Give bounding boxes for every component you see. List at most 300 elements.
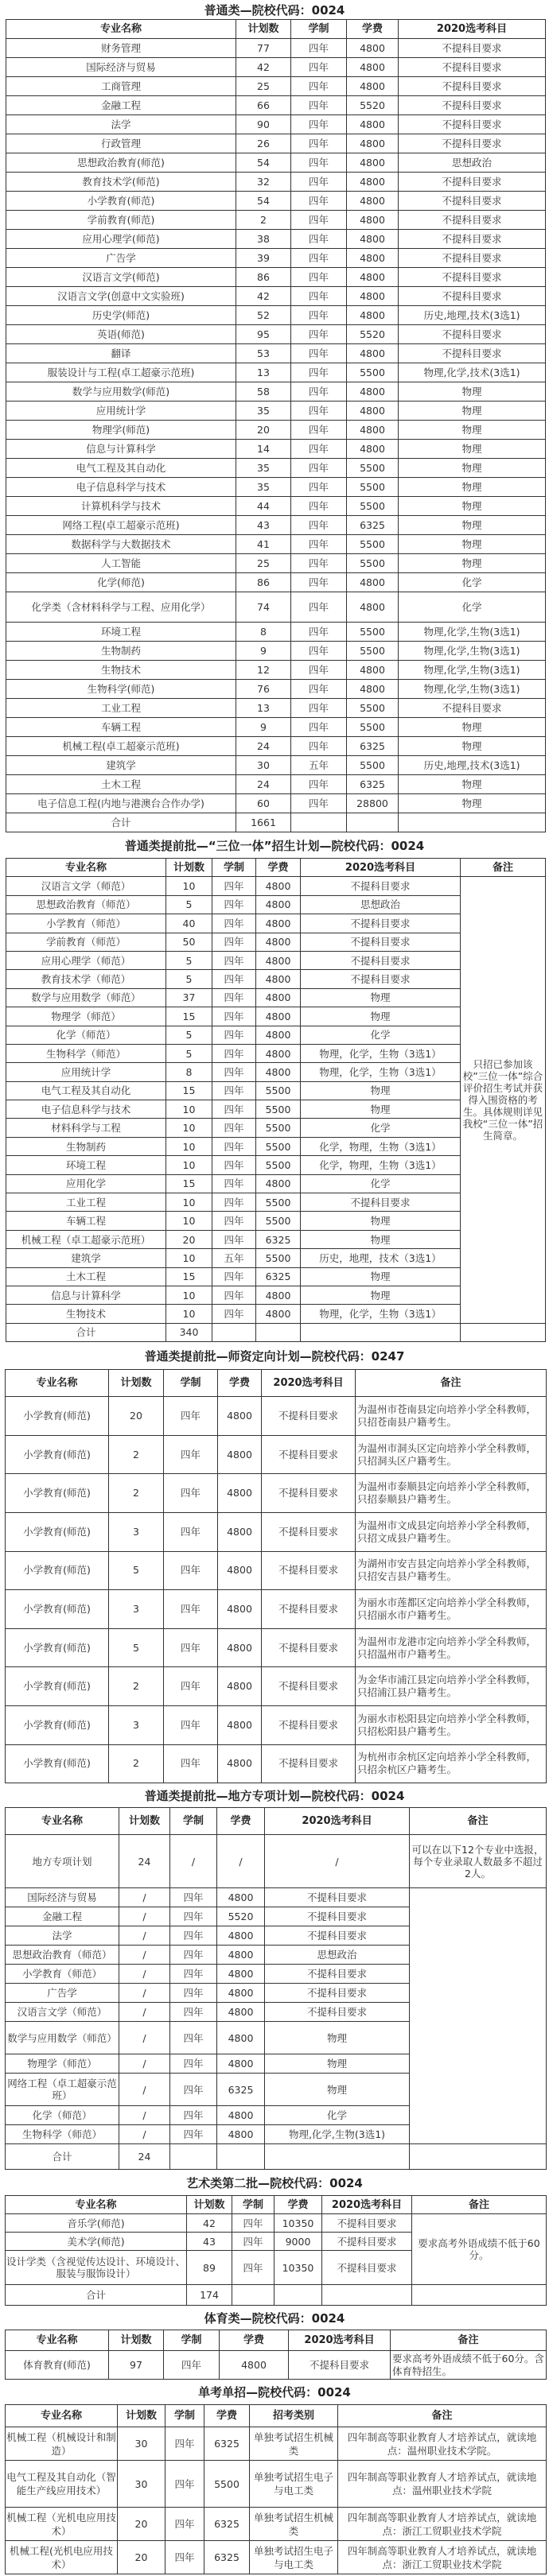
cell-tuition: 5500 [347, 756, 399, 775]
cell-duration: 四年 [291, 775, 347, 794]
cell-tuition: 4800 [347, 344, 399, 363]
cell-subjects: 不提科目要求 [265, 1926, 410, 1946]
cell-duration: 四年 [170, 1965, 217, 1984]
cell-duration: 四年 [170, 2074, 217, 2106]
cell-tuition: 4800 [256, 970, 301, 988]
table-row [6, 478, 546, 497]
cell-notes: 四年制高等职业教育人才培养试点，就读地点：温州职业技术学院 [338, 2461, 547, 2508]
empty-cell [170, 2144, 217, 2170]
cell-plan: 2 [109, 1744, 164, 1783]
cell-subjects: 不提科目要求 [301, 951, 461, 969]
total-row [6, 813, 546, 832]
cell-tuition: 4800 [220, 2351, 289, 2380]
cell-major: 数学与应用数学(师范) [6, 382, 236, 402]
cell-duration: 四年 [170, 2106, 217, 2125]
cell-plan: 13 [236, 699, 291, 718]
cell-subjects: 不提科目要求 [399, 77, 546, 96]
table-row [6, 718, 546, 737]
cell-subjects: 不提科目要求 [399, 325, 546, 344]
cell-subjects: 历史,地理,技术(3选1) [399, 306, 546, 325]
cell-major: 应用心理学（师范） [6, 951, 166, 969]
cell-duration: 四年 [291, 306, 347, 325]
cell-tuition: 4800 [256, 951, 301, 969]
table-row [6, 1888, 547, 1907]
cell-major: 电子信息科学与技术 [6, 478, 236, 497]
cell-plan: / [119, 2074, 170, 2106]
cell-notes: 为温州市苍南县定向培养小学全科教师，只招苍南县户籍考生。 [356, 1397, 547, 1436]
cell-subjects: 化学，物理，生物（3选1） [301, 1156, 461, 1174]
notes-cell: 只招已参加该校”三位一体”综合评价招生考试并获得入围资格的考生。具体规则详见我校“三位一体”招生简章。 [461, 877, 546, 1323]
table-row [6, 535, 546, 554]
cell-tuition: 4800 [347, 287, 399, 306]
cell-duration: 四年 [291, 680, 347, 699]
cell-tuition: 6325 [256, 1267, 301, 1286]
cell-duration: 四年 [212, 1230, 256, 1248]
table-row [6, 382, 546, 402]
cell-subjects: 物理 [399, 794, 546, 813]
cell-tuition: 5500 [347, 363, 399, 382]
table-row [6, 642, 546, 661]
cell-subjects: 不提科目要求 [399, 173, 546, 192]
header-plan: 计划数 [166, 859, 212, 877]
table-row [6, 173, 546, 192]
header-tuition: 学费 [217, 1808, 265, 1835]
cell-subjects: 物理,化学,生物(3选1) [265, 2125, 410, 2144]
cell-major: 广告学 [6, 1984, 119, 2003]
cell-subjects: 物理，化学，生物（3选1） [301, 1044, 461, 1062]
cell-plan: 10 [166, 1249, 212, 1267]
cell-duration: 四年 [165, 2508, 204, 2541]
cell-duration: 四年 [164, 1667, 218, 1706]
cell-tuition: 4800 [217, 1965, 265, 1984]
cell-duration: 四年 [291, 115, 347, 134]
cell-plan: 9 [236, 642, 291, 661]
cell-subjects: 物理 [301, 1007, 461, 1026]
cell-duration: 四年 [212, 1286, 256, 1304]
header-duration: 学制 [170, 1808, 217, 1835]
cell-plan: 10 [166, 1212, 212, 1230]
cell-major: 汉语言文学（师范） [6, 2003, 119, 2022]
cell-tuition: 4800 [347, 153, 399, 173]
cell-major: 小学教育(师范) [6, 1474, 109, 1513]
cell-plan: 5 [166, 1044, 212, 1062]
cell-subjects: 物理,化学,生物(3选1) [399, 623, 546, 642]
cell-plan: 20 [118, 2508, 165, 2541]
header-tuition: 学费 [204, 2405, 250, 2427]
cell-duration: 四年 [291, 573, 347, 592]
cell-plan: 54 [236, 153, 291, 173]
table-header-row [6, 859, 546, 877]
cell-major: 建筑学 [6, 756, 236, 775]
total-label: 合计 [6, 1323, 166, 1341]
cell-plan: 35 [236, 459, 291, 478]
table-row [6, 2214, 547, 2233]
cell-duration: 四年 [170, 2022, 217, 2054]
notes-cell-empty [410, 1888, 547, 2144]
cell-duration: 四年 [165, 2541, 204, 2574]
header-major: 专业名称 [6, 20, 236, 39]
cell-subjects: 物理 [399, 382, 546, 402]
table-row [6, 1512, 547, 1551]
cell-duration: 四年 [164, 1397, 218, 1436]
cell-tuition: 4800 [347, 230, 399, 249]
cell-plan: 2 [109, 1667, 164, 1706]
header-notes: 备注 [338, 2405, 547, 2427]
cell-major: 物理学（师范） [6, 2054, 119, 2074]
cell-tuition: 4800 [256, 1044, 301, 1062]
cell-plan: 2 [236, 211, 291, 230]
cell-subjects: 不提科目要求 [399, 115, 546, 134]
cell-tuition: 4800 [217, 2003, 265, 2022]
cell-plan: / [119, 2003, 170, 2022]
cell-notes: 为杭州市余杭区定向培养小学全科教师，只招余杭区户籍考生。 [356, 1744, 547, 1783]
empty-cell [212, 1323, 256, 1341]
cell-duration: 四年 [212, 1081, 256, 1100]
cell-subjects: 物理,化学,技术(3选1) [399, 363, 546, 382]
cell-plan: 5 [166, 895, 212, 914]
cell-tuition: 4800 [347, 268, 399, 287]
table-row [6, 2427, 547, 2461]
cell-tuition: 5500 [347, 623, 399, 642]
cell-duration: 四年 [291, 794, 347, 813]
table-row [6, 756, 546, 775]
table-row [6, 516, 546, 535]
cell-tuition: 4800 [218, 1628, 262, 1667]
cell-major: 生物制药 [6, 1137, 166, 1155]
cell-major: 机械工程(卓工超豪示范班) [6, 737, 236, 756]
cell-subjects: / [265, 1835, 410, 1888]
header-subjects: 2020选考科目 [289, 2330, 391, 2351]
table-row [6, 1628, 547, 1667]
cell-tuition: 5500 [347, 497, 399, 516]
cell-subjects: 物理 [301, 1267, 461, 1286]
cell-major: 小学教育(师范) [6, 1744, 109, 1783]
cell-subjects: 不提科目要求 [262, 1667, 356, 1706]
cell-major: 服装设计与工程(卓工超豪示范班) [6, 363, 236, 382]
cell-major: 计算机科学与技术 [6, 497, 236, 516]
cell-plan: / [119, 2106, 170, 2125]
cell-plan: 35 [236, 402, 291, 421]
section-title-teacher-directed: 普通类提前批—师资定向计划—院校代码：0247 [144, 1349, 405, 1364]
cell-major: 法学 [6, 1926, 119, 1946]
cell-notes: 要求高考外语成绩不低于60分。含体育特招生。 [391, 2351, 547, 2380]
table-row [6, 58, 546, 77]
cell-major: 音乐学(师范) [6, 2214, 187, 2233]
cell-duration: 四年 [170, 1888, 217, 1907]
table-header-row [6, 2405, 547, 2427]
cell-duration: 四年 [291, 153, 347, 173]
table-row [6, 592, 546, 623]
cell-major: 物理学(师范) [6, 421, 236, 440]
cell-subjects: 物理，化学，生物（3选1） [301, 1305, 461, 1323]
cell-subjects: 不提科目要求 [399, 211, 546, 230]
cell-notes: 为丽水市莲都区定向培养小学全科教师，只招丽水市户籍考生。 [356, 1590, 547, 1629]
cell-subjects: 不提科目要求 [265, 1984, 410, 2003]
header-duration: 学制 [164, 2330, 220, 2351]
cell-subjects: 物理 [399, 535, 546, 554]
section-title-three-in-one: 普通类提前批—“三位一体”招生计划—院校代码：0024 [124, 839, 425, 853]
cell-duration: 四年 [291, 268, 347, 287]
cell-tuition: 4800 [218, 1590, 262, 1629]
cell-subjects: 物理 [399, 421, 546, 440]
cell-subjects: 不提科目要求 [265, 1907, 410, 1926]
table-row [6, 1474, 547, 1513]
cell-tuition: 4800 [347, 573, 399, 592]
cell-subjects: 不提科目要求 [322, 2233, 412, 2251]
cell-major: 体育教育(师范) [6, 2351, 109, 2380]
cell-duration: 四年 [291, 211, 347, 230]
cell-tuition: 6325 [217, 2074, 265, 2106]
cell-plan: 10 [166, 1156, 212, 1174]
cell-plan: 8 [166, 1063, 212, 1081]
cell-tuition: 6325 [347, 775, 399, 794]
cell-subjects: 不提科目要求 [262, 1474, 356, 1513]
cell-duration: 四年 [164, 1551, 218, 1590]
header-major: 专业名称 [6, 1808, 119, 1835]
cell-tuition: 4800 [217, 2022, 265, 2054]
cell-duration: 四年 [291, 478, 347, 497]
cell-subjects: 不提科目要求 [265, 2003, 410, 2022]
cell-major: 思想政治教育（师范） [6, 895, 166, 914]
total-value: 24 [119, 2144, 170, 2170]
cell-tuition: 4800 [347, 306, 399, 325]
cell-tuition: 5500 [256, 1193, 301, 1212]
table-row [6, 1551, 547, 1590]
cell-plan: 76 [236, 680, 291, 699]
table-row [6, 661, 546, 680]
header-plan: 计划数 [109, 2330, 164, 2351]
cell-major: 汉语言文学(师范) [6, 268, 236, 287]
cell-plan: 20 [109, 1397, 164, 1436]
cell-tuition: 4800 [218, 1512, 262, 1551]
cell-plan: / [119, 2125, 170, 2144]
cell-subjects: 物理，化学，生物（3选1） [301, 1063, 461, 1081]
header-major: 专业名称 [6, 1370, 109, 1397]
cell-duration: 四年 [170, 1984, 217, 2003]
header-subjects: 2020选考科目 [322, 2196, 412, 2214]
cell-plan: 15 [166, 1007, 212, 1026]
cell-major: 金融工程 [6, 96, 236, 115]
cell-subjects: 单独考试招生机械类 [250, 2427, 338, 2461]
cell-major: 机械工程（机械设计和制造） [6, 2427, 118, 2461]
header-major: 专业名称 [6, 2330, 109, 2351]
cell-duration: 四年 [212, 1119, 256, 1137]
cell-major: 国际经济与贸易 [6, 58, 236, 77]
cell-plan: 14 [236, 440, 291, 459]
cell-tuition: 4800 [347, 58, 399, 77]
cell-duration: 四年 [212, 1174, 256, 1193]
cell-subjects: 物理 [265, 2022, 410, 2054]
cell-plan: 15 [166, 1174, 212, 1193]
table-row [6, 680, 546, 699]
table-row [6, 573, 546, 592]
cell-subjects: 不提科目要求 [262, 1551, 356, 1590]
header-notes: 备注 [412, 2196, 547, 2214]
cell-plan: 5 [109, 1551, 164, 1590]
cell-tuition: 4800 [256, 877, 301, 895]
cell-subjects: 物理,化学,生物(3选1) [399, 642, 546, 661]
cell-tuition: 5500 [256, 1081, 301, 1100]
table-header-row [6, 20, 546, 39]
cell-subjects: 不提科目要求 [262, 1590, 356, 1629]
cell-major: 应用心理学(师范) [6, 230, 236, 249]
cell-duration: 四年 [164, 1590, 218, 1629]
cell-plan: 43 [187, 2233, 232, 2251]
cell-major: 信息与计算科学 [6, 1286, 166, 1304]
cell-subjects: 物理 [399, 440, 546, 459]
cell-subjects: 不提科目要求 [399, 58, 546, 77]
table-row [6, 699, 546, 718]
cell-duration: 四年 [291, 535, 347, 554]
cell-tuition: 5500 [347, 478, 399, 497]
header-tuition: 学费 [218, 1370, 262, 1397]
cell-major: 机械工程（光机电应用技术） [6, 2508, 118, 2541]
cell-major: 设计学类（含视觉传达设计、环境设计、服装与服饰设计） [6, 2251, 187, 2285]
cell-major: 生物技术 [6, 661, 236, 680]
cell-duration: 四年 [212, 970, 256, 988]
cell-duration: 四年 [164, 1705, 218, 1744]
header-plan: 计划数 [109, 1370, 164, 1397]
cell-major: 翻译 [6, 344, 236, 363]
cell-duration: 四年 [291, 382, 347, 402]
cell-duration: 四年 [212, 1305, 256, 1323]
header-tuition: 学费 [274, 2196, 322, 2214]
cell-duration: 四年 [212, 1044, 256, 1062]
cell-plan: / [119, 1984, 170, 2003]
cell-major: 电子信息工程(内地与港澳台合作办学) [6, 794, 236, 813]
cell-tuition: 4800 [256, 1063, 301, 1081]
cell-subjects: 物理 [399, 775, 546, 794]
cell-duration: 四年 [212, 1212, 256, 1230]
cell-subjects: 不提科目要求 [262, 1512, 356, 1551]
cell-plan: 10 [166, 1305, 212, 1323]
cell-subjects: 化学 [301, 1026, 461, 1044]
cell-major: 土木工程 [6, 775, 236, 794]
cell-tuition: 5500 [347, 459, 399, 478]
cell-major: 化学（师范） [6, 1026, 166, 1044]
cell-duration: / [170, 1835, 217, 1888]
cell-subjects: 不提科目要求 [265, 1888, 410, 1907]
empty-cell [322, 2285, 412, 2306]
cell-plan: 25 [236, 77, 291, 96]
cell-duration: 四年 [212, 1007, 256, 1026]
cell-notes: 为温州市泰顺县定向培养小学全科教师，只招泰顺县户籍考生。 [356, 1474, 547, 1513]
cell-tuition: 4800 [256, 1026, 301, 1044]
cell-plan: / [119, 1946, 170, 1965]
cell-plan: 95 [236, 325, 291, 344]
cell-duration: 四年 [291, 718, 347, 737]
cell-duration: 四年 [291, 554, 347, 573]
header-duration: 学制 [212, 859, 256, 877]
cell-subjects: 化学 [301, 1174, 461, 1193]
cell-subjects: 思想政治 [399, 153, 546, 173]
cell-tuition: 4800 [347, 77, 399, 96]
cell-tuition: 4800 [217, 1946, 265, 1965]
cell-plan: 15 [166, 1267, 212, 1286]
header-plan: 计划数 [119, 1808, 170, 1835]
cell-notes: 为温州市洞头区定向培养小学全科教师，只招洞头区户籍考生。 [356, 1435, 547, 1474]
cell-subjects: 不提科目要求 [301, 933, 461, 951]
table-art [5, 2195, 547, 2306]
cell-tuition: 5500 [347, 699, 399, 718]
cell-tuition: 5500 [347, 554, 399, 573]
cell-duration: 四年 [232, 2233, 274, 2251]
cell-tuition: 4800 [256, 1286, 301, 1304]
cell-subjects: 不提科目要求 [301, 877, 461, 895]
cell-duration: 四年 [291, 421, 347, 440]
cell-duration: 四年 [170, 1946, 217, 1965]
cell-tuition: 4800 [347, 382, 399, 402]
table-row [6, 363, 546, 382]
table-sports [5, 2330, 547, 2380]
cell-duration: 四年 [291, 642, 347, 661]
cell-major: 化学(师范) [6, 573, 236, 592]
cell-subjects: 不提科目要求 [301, 1193, 461, 1212]
cell-plan: 89 [187, 2251, 232, 2285]
cell-plan: 8 [236, 623, 291, 642]
cell-plan: 13 [236, 363, 291, 382]
cell-subjects: 物理 [399, 737, 546, 756]
cell-subjects: 不提科目要求 [399, 39, 546, 58]
cell-major: 汉语言文学（师范） [6, 877, 166, 895]
cell-plan: 41 [236, 535, 291, 554]
table-row [6, 39, 546, 58]
cell-subjects: 物理 [399, 478, 546, 497]
cell-major: 小学教育(师范) [6, 1435, 109, 1474]
empty-cell [412, 2285, 547, 2306]
cell-tuition: 5520 [217, 1907, 265, 1926]
cell-tuition: 4800 [256, 1174, 301, 1193]
cell-major: 电气工程及其自动化 [6, 1081, 166, 1100]
cell-major: 广告学 [6, 249, 236, 268]
table-teacher-directed [5, 1369, 547, 1783]
header-duration: 学制 [165, 2405, 204, 2427]
empty-cell [347, 813, 399, 832]
cell-major: 化学类（含材料科学与工程、应用化学） [6, 592, 236, 623]
table-row [6, 440, 546, 459]
table-header-row [6, 1370, 547, 1397]
cell-plan: 3 [109, 1590, 164, 1629]
cell-plan: 5 [109, 1628, 164, 1667]
cell-duration: 四年 [212, 933, 256, 951]
cell-major: 美术学(师范) [6, 2233, 187, 2251]
cell-duration: 四年 [291, 623, 347, 642]
cell-duration: 四年 [291, 344, 347, 363]
cell-subjects: 物理 [399, 516, 546, 535]
cell-notes: 为温州市文成县定向培养小学全科教师，只招文成县户籍考生。 [356, 1512, 547, 1551]
cell-duration: 四年 [212, 1193, 256, 1212]
cell-duration: 五年 [212, 1249, 256, 1267]
empty-cell [265, 2144, 410, 2170]
cell-subjects: 物理 [399, 554, 546, 573]
cell-plan: / [119, 1888, 170, 1907]
cell-plan: / [119, 1907, 170, 1926]
header-major: 专业名称 [6, 2196, 187, 2214]
cell-plan: 39 [236, 249, 291, 268]
cell-tuition: 4800 [347, 421, 399, 440]
cell-tuition: 5500 [256, 1119, 301, 1137]
cell-plan: 35 [236, 478, 291, 497]
cell-plan: 60 [236, 794, 291, 813]
cell-tuition: 4800 [347, 402, 399, 421]
cell-major: 财务管理 [6, 39, 236, 58]
cell-plan: 5 [166, 951, 212, 969]
cell-major: 小学教育(师范) [6, 1551, 109, 1590]
cell-tuition: 6325 [204, 2508, 250, 2541]
cell-tuition: 4800 [256, 1305, 301, 1323]
cell-subjects: 不提科目要求 [399, 96, 546, 115]
cell-plan: 86 [236, 268, 291, 287]
